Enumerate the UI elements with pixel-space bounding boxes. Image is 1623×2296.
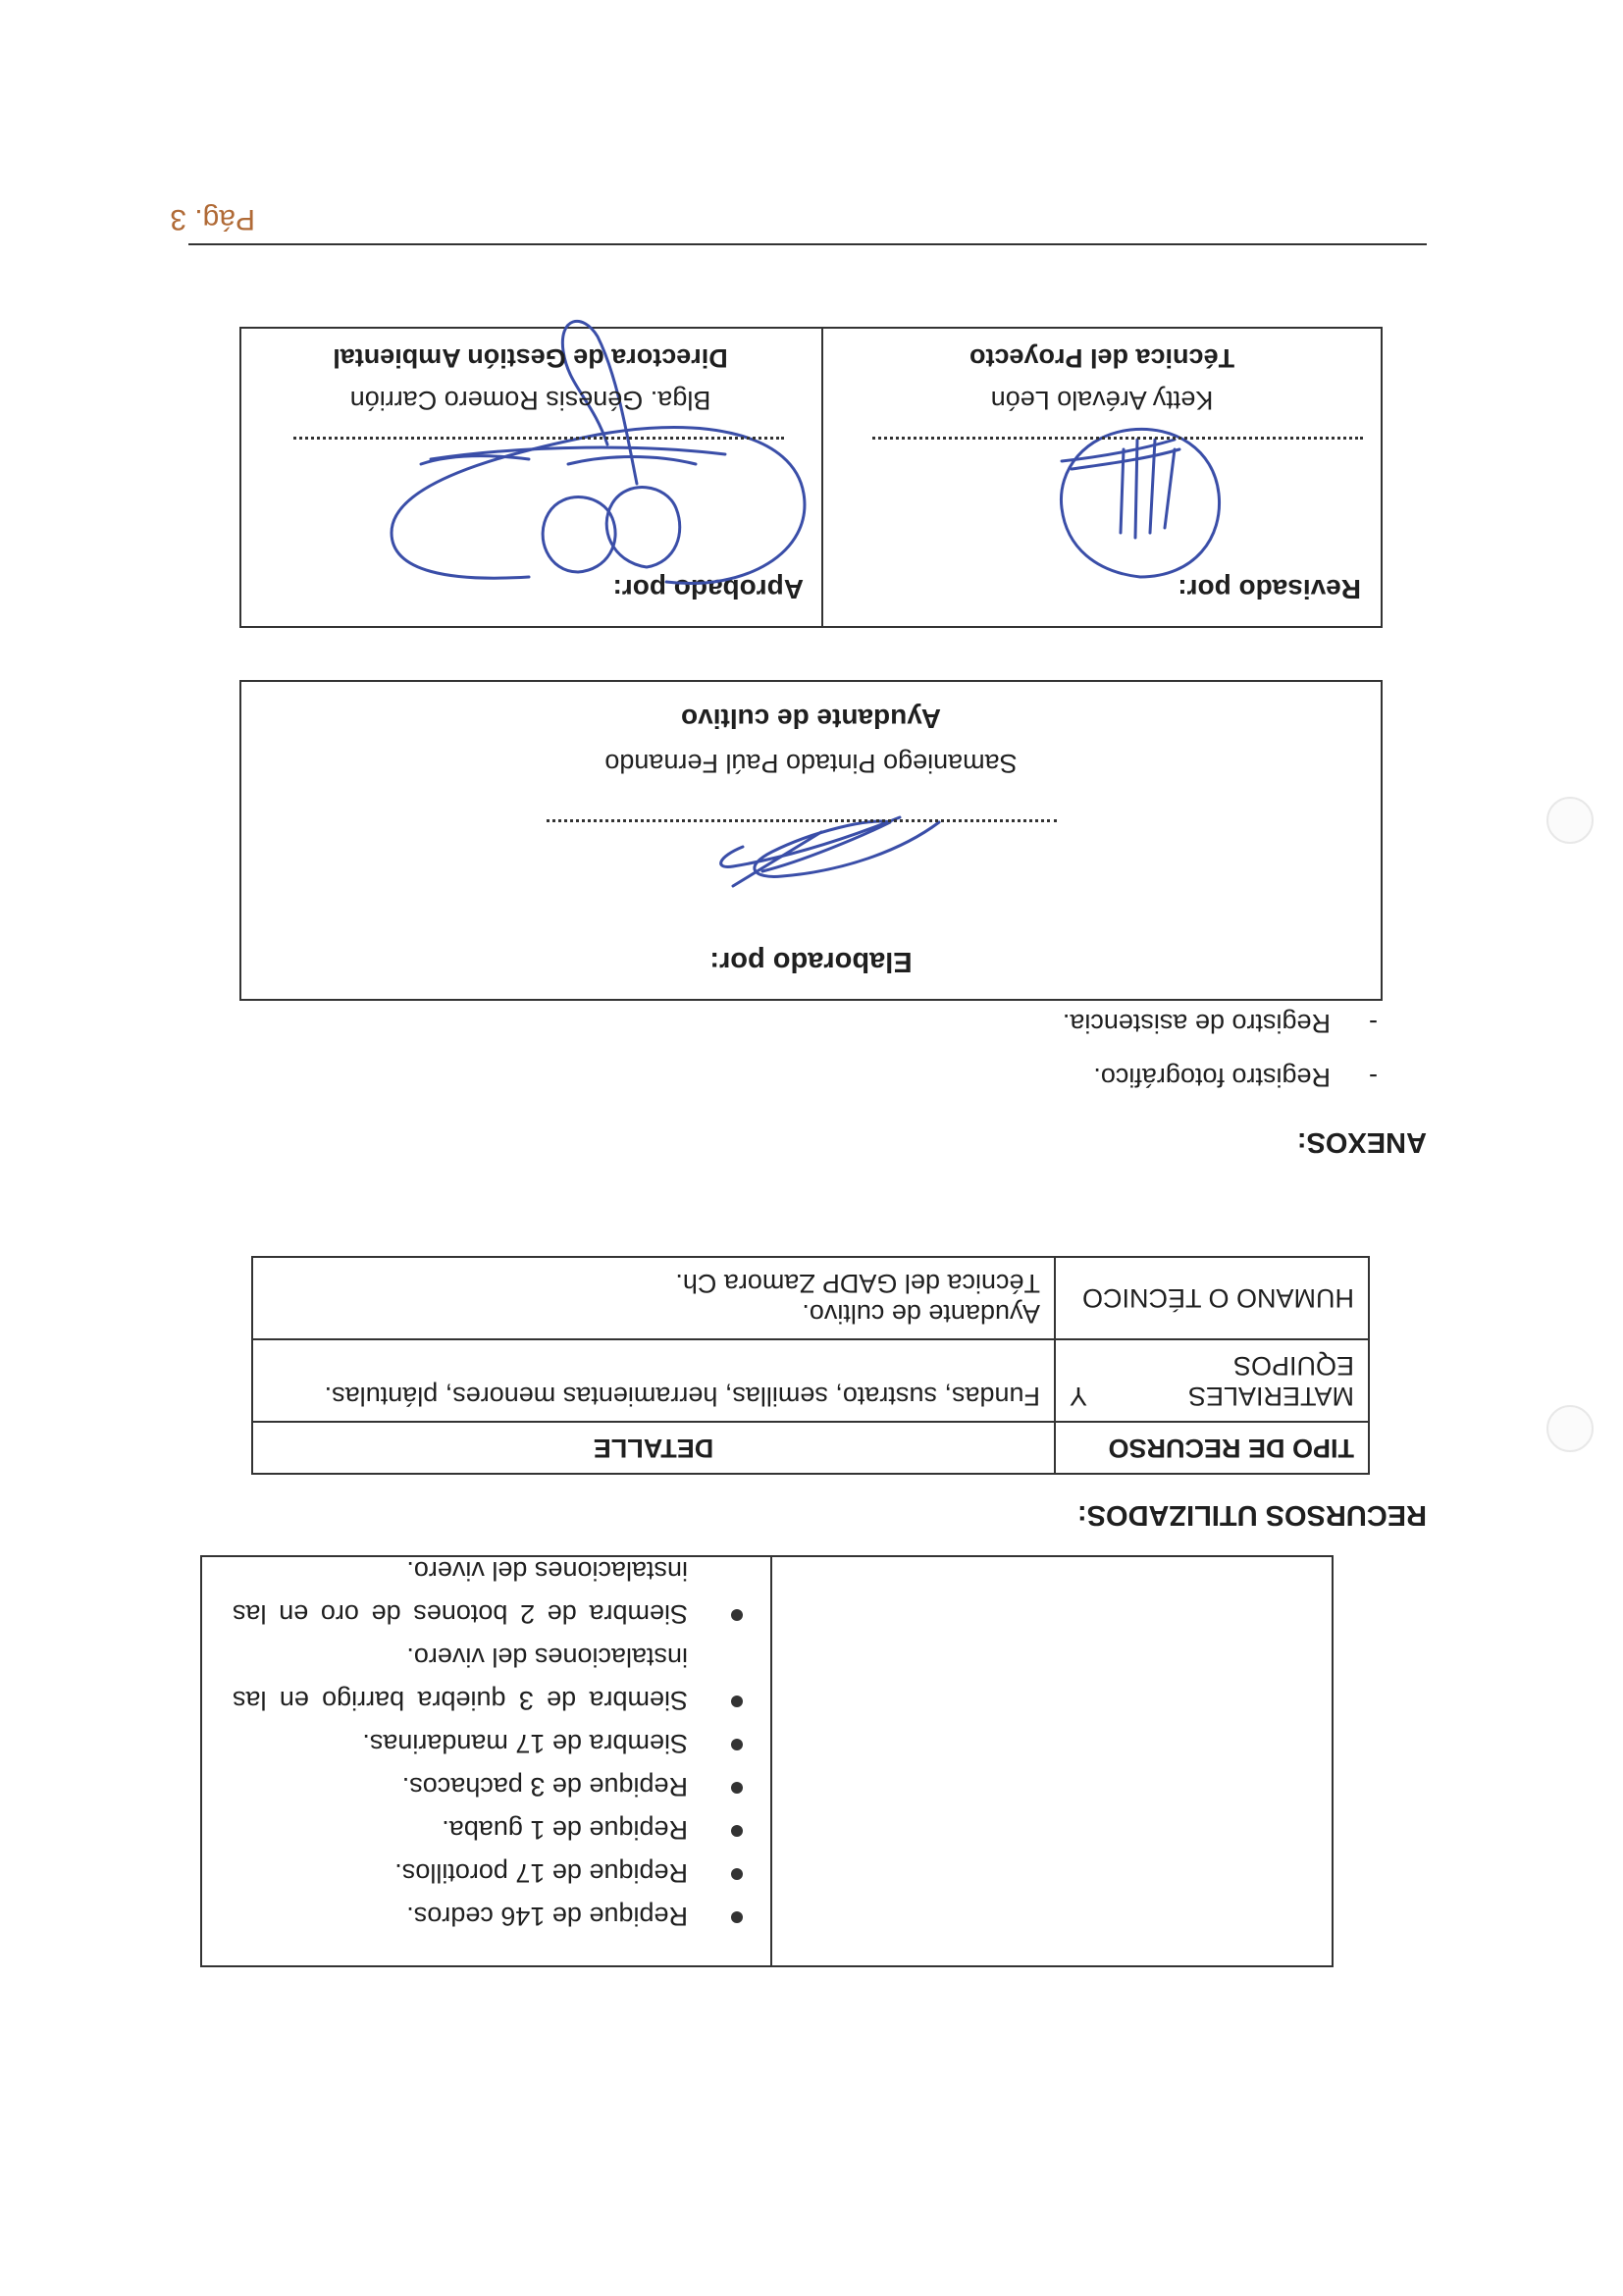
bullet-icon: [731, 1609, 743, 1621]
approved-by-role: Directora de Gestión Ambiental: [333, 343, 728, 373]
prepared-by-box: [239, 680, 1383, 1001]
bullet-icon: [731, 1782, 743, 1794]
bullet-icon: [731, 1696, 743, 1707]
signatures-box: [239, 327, 1383, 628]
punch-hole: [1546, 1405, 1594, 1452]
table-row: [252, 1339, 1369, 1422]
approved-by-signature-line: [293, 437, 784, 440]
list-item: Siembra de 2 botones de oro en las instalaciones del vivero.: [233, 1549, 743, 1636]
punch-hole: [1546, 797, 1594, 844]
approved-by-label: Aprobado por:: [612, 574, 804, 604]
resources-title: RECURSOS UTILIZADOS:: [1076, 1499, 1427, 1531]
bullet-icon: [731, 1825, 743, 1837]
resource-detail-text: Técnica del GADP Zamora Ch.: [675, 1269, 1040, 1298]
reviewed-by-role: Técnica del Proyecto: [969, 343, 1235, 373]
resource-detail-text: Fundas, sustrato, semillas, herramientas menores, plántulas.: [324, 1382, 1040, 1411]
prepared-by-label: Elaborado por:: [709, 946, 913, 977]
annexes-list: [1063, 996, 1378, 1104]
list-item: - Registro fotográfico.: [1063, 1050, 1378, 1104]
dash-icon: -: [1369, 1063, 1378, 1092]
prepared-by-signature-line: [547, 819, 1057, 822]
bullet-icon: [731, 1911, 743, 1923]
list-item: Siembra de 3 quiebra barrigo en las instalaciones del vivero.: [233, 1636, 743, 1722]
list-item: Repique de 1 guaba.: [233, 1808, 743, 1852]
reviewed-by-label: Revisado por:: [1178, 574, 1361, 604]
list-item: Repique de 3 pachacos.: [233, 1765, 743, 1808]
resource-type-text: MATERIALES: [1187, 1382, 1354, 1411]
resource-detail-cell: [252, 1339, 1055, 1422]
table-header-row: [252, 1422, 1369, 1474]
resource-type-cell: [1055, 1339, 1369, 1422]
prepared-by-role: Ayudante de cultivo: [681, 704, 942, 734]
resource-type-text: EQUIPOS: [1232, 1351, 1354, 1381]
bullet-icon: [731, 1868, 743, 1880]
reviewed-by-signature-line: [872, 437, 1363, 440]
prepared-by-name: Samaniego Pintado Paúl Fernando: [604, 749, 1018, 778]
page-number: Pág. 3: [170, 203, 255, 235]
footer-rule: [188, 243, 1427, 245]
approved-by-cell: [237, 329, 823, 626]
activities-box-divider: [770, 1557, 772, 1965]
list-item: Repique de 146 cedros.: [233, 1895, 743, 1938]
dash-icon: -: [1369, 1009, 1378, 1038]
approved-by-name: Blga. Génesis Romero Carrión: [349, 386, 711, 415]
reviewed-by-signature: [1047, 420, 1233, 587]
reviewed-by-name: Ketty Arévalo León: [990, 386, 1214, 415]
resource-type-cell: [1055, 1257, 1369, 1339]
resource-type-text: HUMANO O TÉCNICO: [1081, 1283, 1354, 1314]
resources-table: [251, 1256, 1370, 1475]
prepared-by-signature: [684, 803, 959, 891]
activities-box: [200, 1555, 1334, 1967]
bullet-icon: [731, 1739, 743, 1750]
resource-type-text: Y: [1070, 1382, 1088, 1411]
column-header-type: TIPO DE RECURSO: [1055, 1422, 1369, 1474]
list-item: - Registro de asistencia.: [1063, 996, 1378, 1050]
resource-detail-cell: [252, 1257, 1055, 1339]
activities-list: [233, 1549, 743, 1938]
column-header-detail: DETALLE: [252, 1422, 1055, 1474]
annexes-title: ANEXOS:: [1296, 1126, 1427, 1158]
list-item: Siembra de 17 mandarinas.: [233, 1722, 743, 1765]
table-row: [252, 1257, 1369, 1339]
resource-detail-text: Ayudante de cultivo.: [802, 1299, 1040, 1329]
reviewed-by-cell: [823, 329, 1381, 626]
list-item: Repique de 17 porotillos.: [233, 1852, 743, 1895]
